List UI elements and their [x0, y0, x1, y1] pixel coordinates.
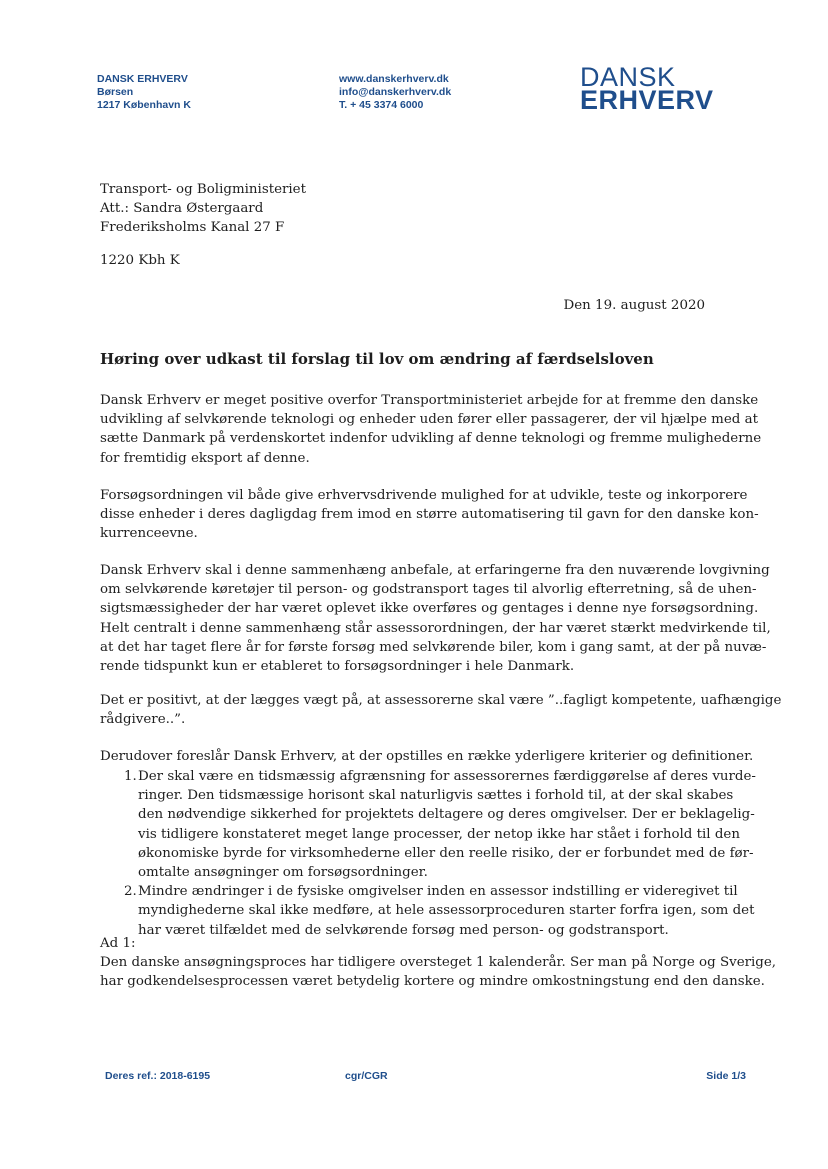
text-line: at det har taget flere år for første forsøg med selvkørende biler, kom i gang samt, at der på nuvæ-: [100, 639, 767, 655]
sender-address: [97, 73, 191, 112]
recipient-address: [100, 180, 306, 238]
paragraph-1: [100, 391, 761, 468]
paragraph-2: [100, 486, 759, 544]
paragraph-4: [100, 691, 781, 729]
text-line: Forsøgsordningen vil både give erhvervsdrivende mulighed for at udvikle, teste og inkorporere: [100, 488, 748, 503]
text-line: Dansk Erhverv er meget positive overfor Transportministeriet arbejde for at fremme den danske: [100, 393, 759, 408]
text-line: omtalte ansøgninger om forsøgsordninger.: [138, 865, 428, 881]
text-line: om selvkørende køretøjer til person- og godstransport tages til alvorlig efterretning, så de uhen-: [100, 582, 757, 598]
footer-initials: cgr/CGR: [345, 1070, 388, 1082]
text-line: har været tilfældet med de selvkørende forsøg med person- og godstransport.: [138, 922, 669, 938]
sender-contact: [339, 73, 451, 112]
recipient-line: Frederiksholms Kanal 27 F: [100, 220, 285, 236]
text-line: Det er positivt, at der lægges vægt på, at assessorerne skal være ”..fagligt kompetente, uafhængige: [100, 693, 782, 708]
text-line: kurrenceevne.: [100, 526, 198, 542]
recipient-line: Att.: Sandra Østergaard: [100, 201, 264, 217]
letter-subject: Høring over udkast til forslag til lov om ændring af færdselsloven: [100, 350, 654, 368]
text-line: disse enheder i deres dagligdag frem imod en større automatisering til gavn for den danske kon-: [100, 507, 759, 523]
text-line: Den danske ansøgningsproces har tidligere oversteget 1 kalenderår. Ser man på Norge og Sverige,: [100, 955, 777, 971]
text-line: rådgivere..”.: [100, 712, 186, 728]
sender-city: 1217 København K: [97, 99, 191, 111]
ad1-heading: Ad 1:: [100, 936, 136, 951]
logo-line-1: DANSK: [580, 62, 676, 92]
paragraph-5: [100, 747, 753, 766]
phone-number: T. + 45 3374 6000: [339, 99, 424, 111]
text-line: ringer. Den tidsmæssige horisont skal naturligvis sættes i forhold til, at der skal skabes: [138, 788, 734, 804]
letter-date: Den 19. august 2020: [563, 298, 705, 313]
ad1-section: [100, 934, 776, 992]
paragraph-3: [100, 561, 771, 676]
list-item: [100, 882, 756, 940]
text-line: Mindre ændringer i de fysiske omgivelser inden en assessor indstilling er videregivet til: [138, 884, 738, 900]
footer-reference: Deres ref.: 2018-6195: [105, 1070, 211, 1082]
text-line: Derudover foreslår Dansk Erhverv, at der opstilles en række yderligere kriterier og definitioner.: [100, 749, 754, 764]
text-line: udvikling af selvkørende teknologi og enheder uden fører eller passagerer, der vil hjælpe med at: [100, 412, 758, 428]
sender-name: DANSK ERHVERV: [97, 73, 188, 85]
recipient-postal: 1220 Kbh K: [100, 253, 180, 268]
logo-line-2: ERHVERV: [580, 85, 714, 115]
text-line: sætte Danmark på verdenskortet indenfor udvikling af denne teknologi og fremme mulighederne: [100, 431, 762, 447]
text-line: vis tidligere konstateret meget lange processer, der netop ikke har stået i forhold til den: [138, 826, 740, 842]
text-line: for fremtidig eksport af denne.: [100, 450, 310, 466]
text-line: økonomiske byrde for virksomhederne eller den reelle risiko, der er forbundet med de før-: [138, 845, 754, 861]
list-number: 1.: [124, 769, 137, 784]
logo: [580, 62, 714, 115]
text-line: sigtsmæssigheder der har været oplevet ikke overføres og gentages i denne nye forsøgsordning.: [100, 601, 759, 617]
text-line: den nødvendige sikkerhed for projektets deltagere og deres omgivelser. Der er beklagelig-: [138, 807, 755, 823]
email-link[interactable]: info@danskerhverv.dk: [339, 86, 452, 98]
text-line: Helt centralt i denne sammenhæng står assessorordningen, der har været stærkt medvirkende til,: [100, 620, 771, 636]
list-number: 2.: [124, 884, 137, 900]
page-number: Side 1/3: [706, 1070, 746, 1082]
text-line: rende tidspunkt kun er etableret to forsøgsordninger i hele Danmark.: [100, 659, 575, 675]
list-item: [100, 767, 756, 882]
text-line: Der skal være en tidsmæssig afgrænsning for assessorernes færdiggørelse af deres vurde-: [138, 769, 756, 784]
text-line: Dansk Erhverv skal i denne sammenhæng anbefale, at erfaringerne fra den nuværende lovgivning: [100, 563, 770, 578]
text-line: myndighederne skal ikke medføre, at hele assessorproceduren starter forfra igen, som det: [138, 903, 755, 919]
text-line: har godkendelsesprocessen været betydelig kortere og mindre omkostningstung end den danske.: [100, 974, 765, 990]
sender-street: Børsen: [97, 86, 134, 98]
website-link[interactable]: www.danskerhverv.dk: [339, 73, 449, 85]
criteria-list: [100, 767, 756, 940]
recipient-line: Transport- og Boligministeriet: [100, 182, 306, 197]
